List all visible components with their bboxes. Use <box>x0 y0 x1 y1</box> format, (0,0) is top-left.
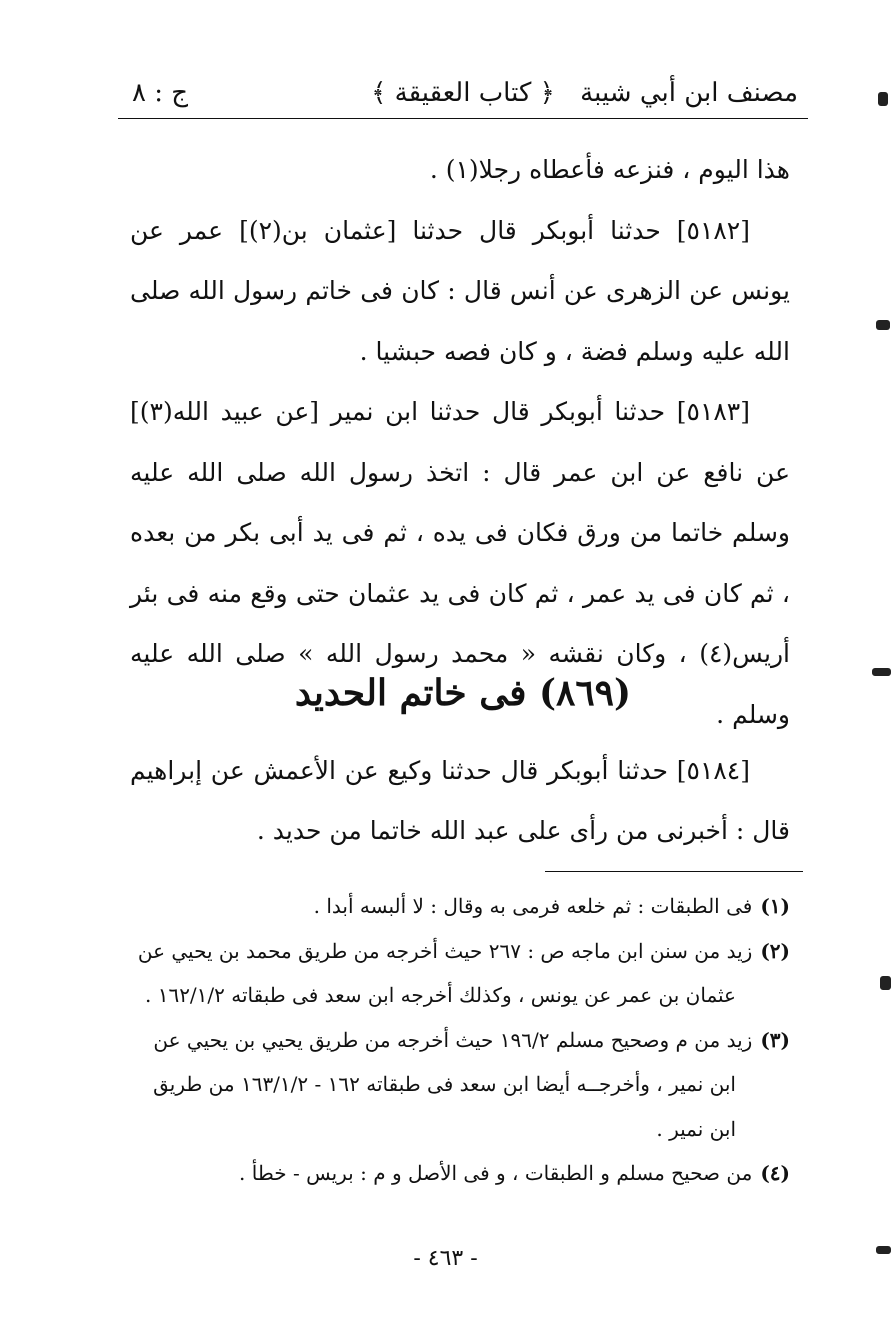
hadith-5182: [٥١٨٢] حدثنا أبوبكر قال حدثنا [عثمان بن(٢)] عمر عن يونس عن الزهرى عن أنس قال : كان فى خاتم رسول الله صلى الله عليه وسلم فضة ، و كان فصه حبشيا . <box>130 215 790 366</box>
scan-edge-mark <box>878 92 888 106</box>
scan-edge-mark <box>872 668 891 676</box>
footnote: (١)فى الطبقات : ثم خلعه فرمى به وقال : لا ألبسه أبدا . <box>313 894 790 918</box>
section-heading: (٨٦٩) فى خاتم الحديد <box>294 672 632 714</box>
footnote-divider <box>545 871 803 872</box>
text-continuation: هذا اليوم ، فنزعه فأعطاه رجلا(١) . <box>429 155 790 184</box>
footnote-continuation: ابن نمير . <box>656 1116 736 1141</box>
volume-number: ج : ٨ <box>132 78 189 108</box>
page-number: - ٤٦٣ - <box>413 1246 478 1271</box>
footnote: (٣)زيد من م وصحيح مسلم ١٩٦/٢ حيث أخرجه من طريق يحيي بن يحيي عن <box>153 1027 790 1052</box>
footnote-continuation: عثمان بن عمر عن يونس ، وكذلك أخرجه ابن سعد فى طبقاته ١٦٢/١/٢ . <box>144 983 736 1007</box>
main-text-2 <box>130 741 790 861</box>
running-header <box>118 68 808 119</box>
footnote: (٤)من صحيح مسلم و الطبقات ، و فى الأصل و م : بريس - خطأ . <box>239 1161 790 1185</box>
chapter-title: ﴿ كتاب العقيقة ﴾ <box>371 78 555 108</box>
scan-edge-mark <box>880 976 891 990</box>
book-title: مصنف ابن أبي شيبة <box>580 78 798 108</box>
hadith-5184: [٥١٨٤] حدثنا أبوبكر قال حدثنا وكيع عن الأعمش عن إبراهيم قال : أخبرنى من رأى على عبد الله خاتما من حديد . <box>130 756 790 845</box>
scan-edge-mark <box>876 1246 891 1254</box>
scan-edge-mark <box>876 320 890 330</box>
footnote: (٢)زيد من سنن ابن ماجه ص : ٢٦٧ حيث أخرجه من طريق محمد بن يحيي عن <box>137 938 790 963</box>
hadith-5183: [٥١٨٣] حدثنا أبوبكر قال حدثنا ابن نمير [عن عبيد الله(٣)] عن نافع عن ابن عمر قال : اتخذ رسول الله صلى الله عليه وسلم خاتما من ورق فكان فى يده ، ثم فى يد أبى بكر من بعده ، ثم كان فى يد عمر ، ثم كان فى يد عثمان حتى وقع منه فى بئر أريس(٤) ، وكان نقشه « محمد رسول الله » صلى الله عليه وسلم . <box>130 397 790 729</box>
footnotes <box>122 884 790 1196</box>
footnote-continuation: ابن نمير ، وأخرجــه أيضا ابن سعد فى طبقاته ١٦٢ - ١٦٣/١/٢ من طريق <box>153 1072 736 1096</box>
main-text <box>130 140 790 745</box>
